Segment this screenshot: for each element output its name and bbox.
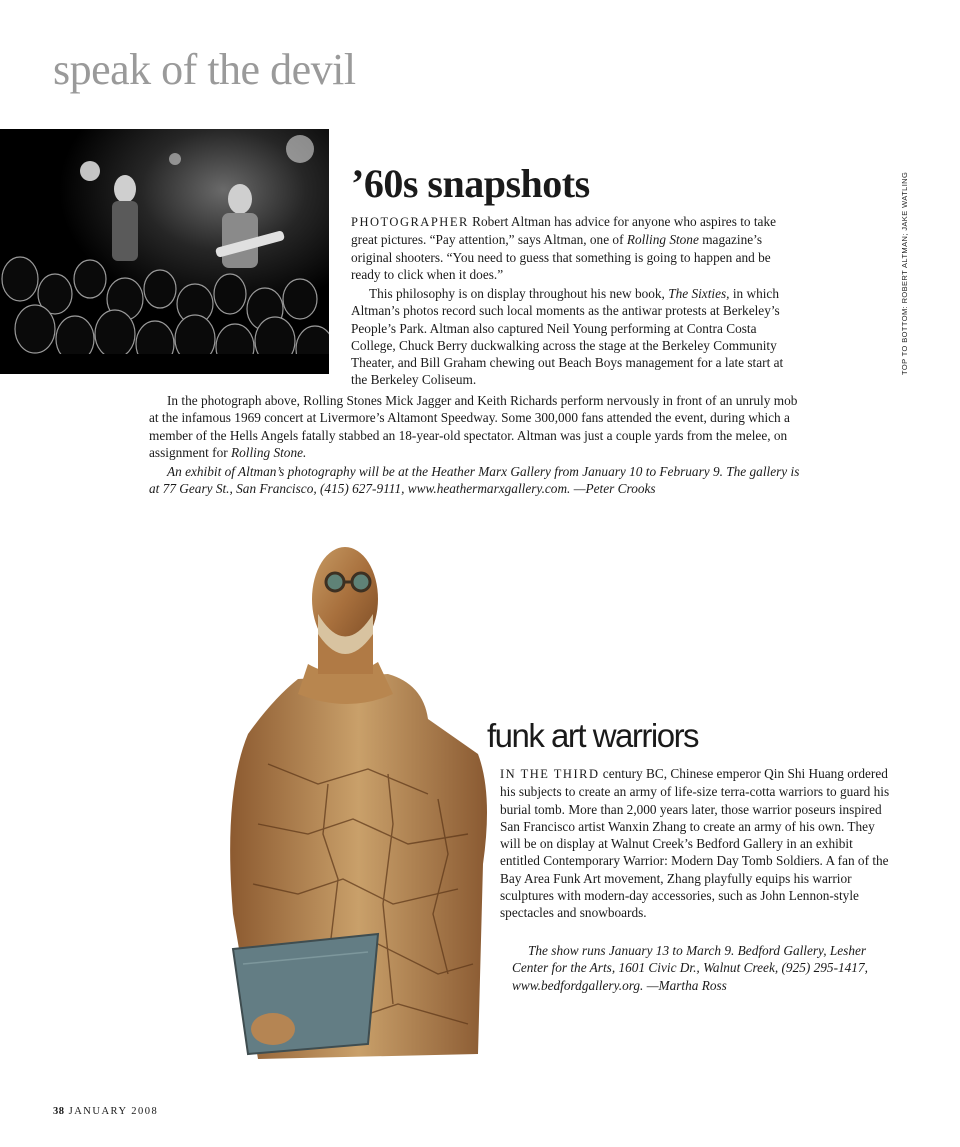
page-number: 38 (53, 1106, 65, 1117)
issue-date: JANUARY 2008 (68, 1106, 159, 1117)
concert-photo (0, 129, 329, 374)
page-folio (53, 1106, 158, 1117)
photo-credit: TOP TO BOTTOM: ROBERT ALTMAN; JAKE WATLING (900, 171, 909, 375)
article-headline: ’60s snapshots (351, 161, 590, 206)
article-headline: funk art warriors (487, 717, 699, 754)
exhibit-info: The show runs January 13 to March 9. Bedford Gallery, Lesher Center for the Arts, 1601 Civic Dr., Walnut Creek, (925) 295-1417, www.bedfordgallery.org. —Martha Ross (512, 943, 868, 993)
lead-in: PHOTOGRAPHER (351, 215, 469, 229)
warrior-sculpture-photo (178, 534, 508, 1084)
exhibit-info: An exhibit of Altman’s photography will be at the Heather Marx Gallery from January 10 to February 9. The gallery is at 77 Geary St., San Francisco, (415) 627-9111, www.heathermarxgallery.com. —Peter Crooks (149, 464, 800, 497)
lead-in: IN THE THIRD (500, 767, 600, 781)
article-paragraph: In the photograph above, Rolling Stones Mick Jagger and Keith Richards perform nervously in front of an unruly mob at the infamous 1969 concert at Livermore’s Altamont Speedway. Some 300,000 fans attended the event, during which a member of the Hells Angels fatally stabbed an 18-year-old spectator. Altman was just a couple yards from the melee, on assignment for Rolling Stone. (149, 393, 798, 460)
article-paragraph: This philosophy is on display throughout his new book, The Sixties, in which Altman’s photos record such local moments as the antiwar protests at Berkeley’s People’s Park. Altman also captured Neil Young performing at Contra Costa College, Chuck Berry duckwalking across the stage at the Berkeley Community Theater, and Bill Graham chewing out Beach Boys management for a late start at the Berkeley Coliseum. (351, 286, 784, 388)
article-paragraph: PHOTOGRAPHER Robert Altman has advice for anyone who aspires to take great pictures. “Pay attention,” says Altman, one of Rolling Stone magazine’s original shooters. “You need to guess that something is going to happen and be ready to click when it does.” (351, 214, 777, 282)
section-title: speak of the devil (53, 45, 356, 94)
article-paragraph: IN THE THIRD century BC, Chinese emperor Qin Shi Huang ordered his subjects to create an army of life-size terra-cotta warriors to guard his burial tomb. More than 2,000 years later, those warrior poseurs inspired San Francisco artist Wanxin Zhang to create an army of his own. They will be on display at Walnut Creek’s Bedford Gallery in an exhibit entitled Contemporary Warrior: Modern Day Tomb Soldiers. A fan of the Bay Area Funk Art movement, Zhang playfully equips his warrior sculptures with modern-day accessories, such as John Lennon-style spectacles and snowboards. (500, 766, 890, 921)
